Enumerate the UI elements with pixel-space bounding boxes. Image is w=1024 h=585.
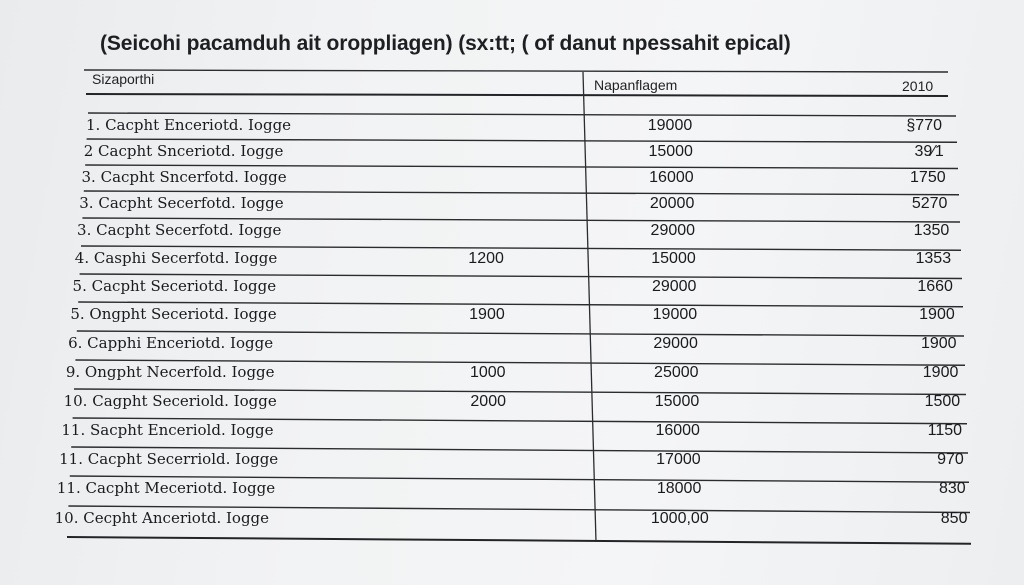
- row-value: 29000: [650, 222, 696, 239]
- header-col3: 2010: [902, 78, 934, 94]
- row-label: 9. Ongpht Necerfold. Iogge: [65, 363, 275, 381]
- row-value: 16000: [655, 422, 700, 439]
- row-label: 3. Cacpht Sncerfotd. Iogge: [81, 168, 287, 186]
- row-last-value: 1900: [920, 335, 957, 352]
- row-last-value: 1500: [924, 393, 961, 410]
- row-label: 5. Ongpht Seceriotd. Iogge: [70, 305, 277, 323]
- header-top-rule: [84, 70, 948, 72]
- row-label: 11. Cacpht Meceriotd. Iogge: [56, 479, 276, 497]
- row-last-value: 1150: [927, 422, 963, 439]
- row-value: 18000: [656, 480, 702, 497]
- row-value: 29000: [651, 278, 697, 295]
- row-last-value: 5270: [911, 195, 948, 212]
- column-divider: [583, 72, 596, 542]
- row-label: 11. Sacpht Enceriold. Iogge: [61, 421, 274, 439]
- row-mid-value: 1900: [469, 306, 505, 323]
- row-mid-value: 2000: [470, 393, 506, 410]
- row-rule: [67, 537, 971, 544]
- row-label: 3. Cacpht Secerfotd. Iogge: [77, 221, 282, 239]
- row-last-value: §770: [906, 117, 942, 134]
- row-value: 19000: [652, 306, 698, 323]
- row-value: 29000: [653, 335, 698, 352]
- row-label: 3. Cacpht Secerfotd. Iogge: [79, 194, 284, 212]
- row-value: 20000: [649, 195, 695, 212]
- row-label: 1. Cacpht Enceriotd. Iogge: [86, 116, 292, 134]
- row-mid-value: 1000: [469, 364, 506, 381]
- row-value: 15000: [648, 143, 693, 160]
- row-value: 19000: [647, 117, 693, 134]
- header-col1: Sizaporthi: [92, 71, 155, 87]
- row-last-value: 1750: [910, 169, 946, 186]
- row-label: 6. Capphi Enceriotd. Iogge: [68, 334, 274, 352]
- row-last-value: 850: [940, 510, 968, 527]
- row-label: 4. Casphi Secerfotd. Iogge: [74, 249, 278, 267]
- row-label: 5. Cacpht Seceriotd. Iogge: [72, 277, 277, 295]
- row-label: 2 Cacpht Snceriotd. Iogge: [83, 142, 284, 160]
- row-label: 10. Cecpht Anceriotd. Iogge: [54, 509, 270, 527]
- header-bottom-rule: [86, 94, 948, 96]
- row-value: 15000: [651, 250, 696, 267]
- row-last-value: 1350: [913, 222, 950, 239]
- header-col2: Napanflagem: [594, 77, 678, 93]
- row-mid-value: 1200: [468, 250, 504, 267]
- row-last-value: 970: [937, 451, 964, 468]
- row-last-value: 39⁄1: [914, 143, 944, 160]
- document-title: (Seicohi pacamduh ait oroppliagen) (sx:tt; ( of danut npessahit epical): [100, 32, 791, 55]
- row-last-value: 1900: [922, 364, 959, 381]
- row-label: 10. Cagpht Seceriold. Iogge: [63, 392, 277, 410]
- row-last-value: 830: [938, 480, 966, 497]
- row-value: 15000: [654, 393, 700, 410]
- row-last-value: 1900: [919, 306, 955, 323]
- row-value: 16000: [649, 169, 694, 186]
- row-last-value: 1660: [917, 278, 953, 295]
- row-value: 25000: [654, 364, 699, 381]
- row-last-value: 1353: [915, 250, 952, 267]
- row-label: 11. Cacpht Secerriold. Iogge: [59, 450, 279, 468]
- row-value: 1000,00: [650, 510, 709, 527]
- row-value: 17000: [656, 451, 701, 468]
